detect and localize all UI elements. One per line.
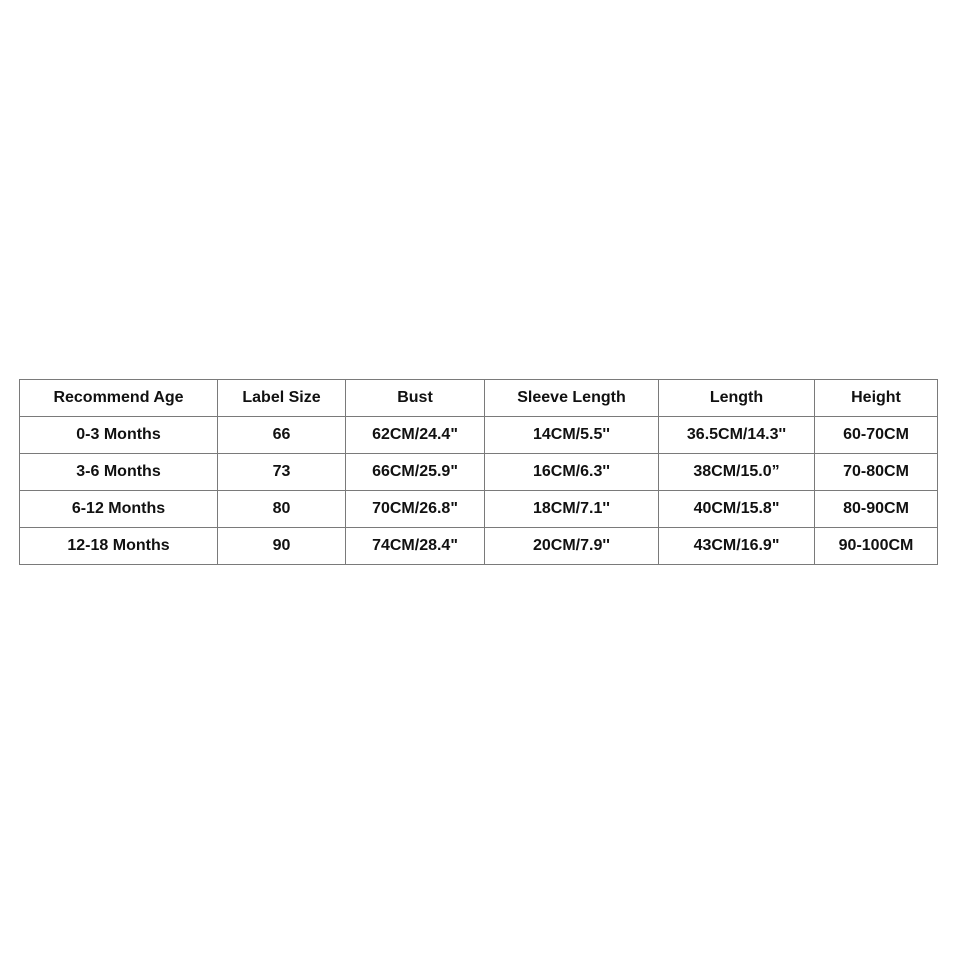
table-row (20, 417, 938, 454)
header-height: Height (815, 380, 938, 417)
size-chart (19, 379, 937, 565)
header-sleeve-length: Sleeve Length (485, 380, 659, 417)
cell-sleeve-length: 20CM/7.9'' (485, 528, 659, 565)
header-recommend-age: Recommend Age (20, 380, 218, 417)
cell-recommend-age: 3-6 Months (20, 454, 218, 491)
cell-bust: 70CM/26.8" (346, 491, 485, 528)
cell-label-size: 73 (218, 454, 346, 491)
cell-sleeve-length: 18CM/7.1'' (485, 491, 659, 528)
cell-length: 36.5CM/14.3'' (659, 417, 815, 454)
cell-bust: 74CM/28.4" (346, 528, 485, 565)
table-header-row (20, 380, 938, 417)
cell-height: 90-100CM (815, 528, 938, 565)
cell-label-size: 80 (218, 491, 346, 528)
header-label-size: Label Size (218, 380, 346, 417)
cell-label-size: 66 (218, 417, 346, 454)
cell-length: 43CM/16.9" (659, 528, 815, 565)
header-bust: Bust (346, 380, 485, 417)
cell-sleeve-length: 16CM/6.3'' (485, 454, 659, 491)
cell-recommend-age: 6-12 Months (20, 491, 218, 528)
table-row (20, 491, 938, 528)
cell-recommend-age: 0-3 Months (20, 417, 218, 454)
cell-recommend-age: 12-18 Months (20, 528, 218, 565)
cell-sleeve-length: 14CM/5.5'' (485, 417, 659, 454)
cell-height: 70-80CM (815, 454, 938, 491)
cell-bust: 62CM/24.4" (346, 417, 485, 454)
cell-length: 38CM/15.0” (659, 454, 815, 491)
cell-label-size: 90 (218, 528, 346, 565)
table-row (20, 454, 938, 491)
cell-height: 80-90CM (815, 491, 938, 528)
cell-bust: 66CM/25.9" (346, 454, 485, 491)
cell-length: 40CM/15.8" (659, 491, 815, 528)
cell-height: 60-70CM (815, 417, 938, 454)
table-row (20, 528, 938, 565)
size-chart-table (19, 379, 938, 565)
header-length: Length (659, 380, 815, 417)
